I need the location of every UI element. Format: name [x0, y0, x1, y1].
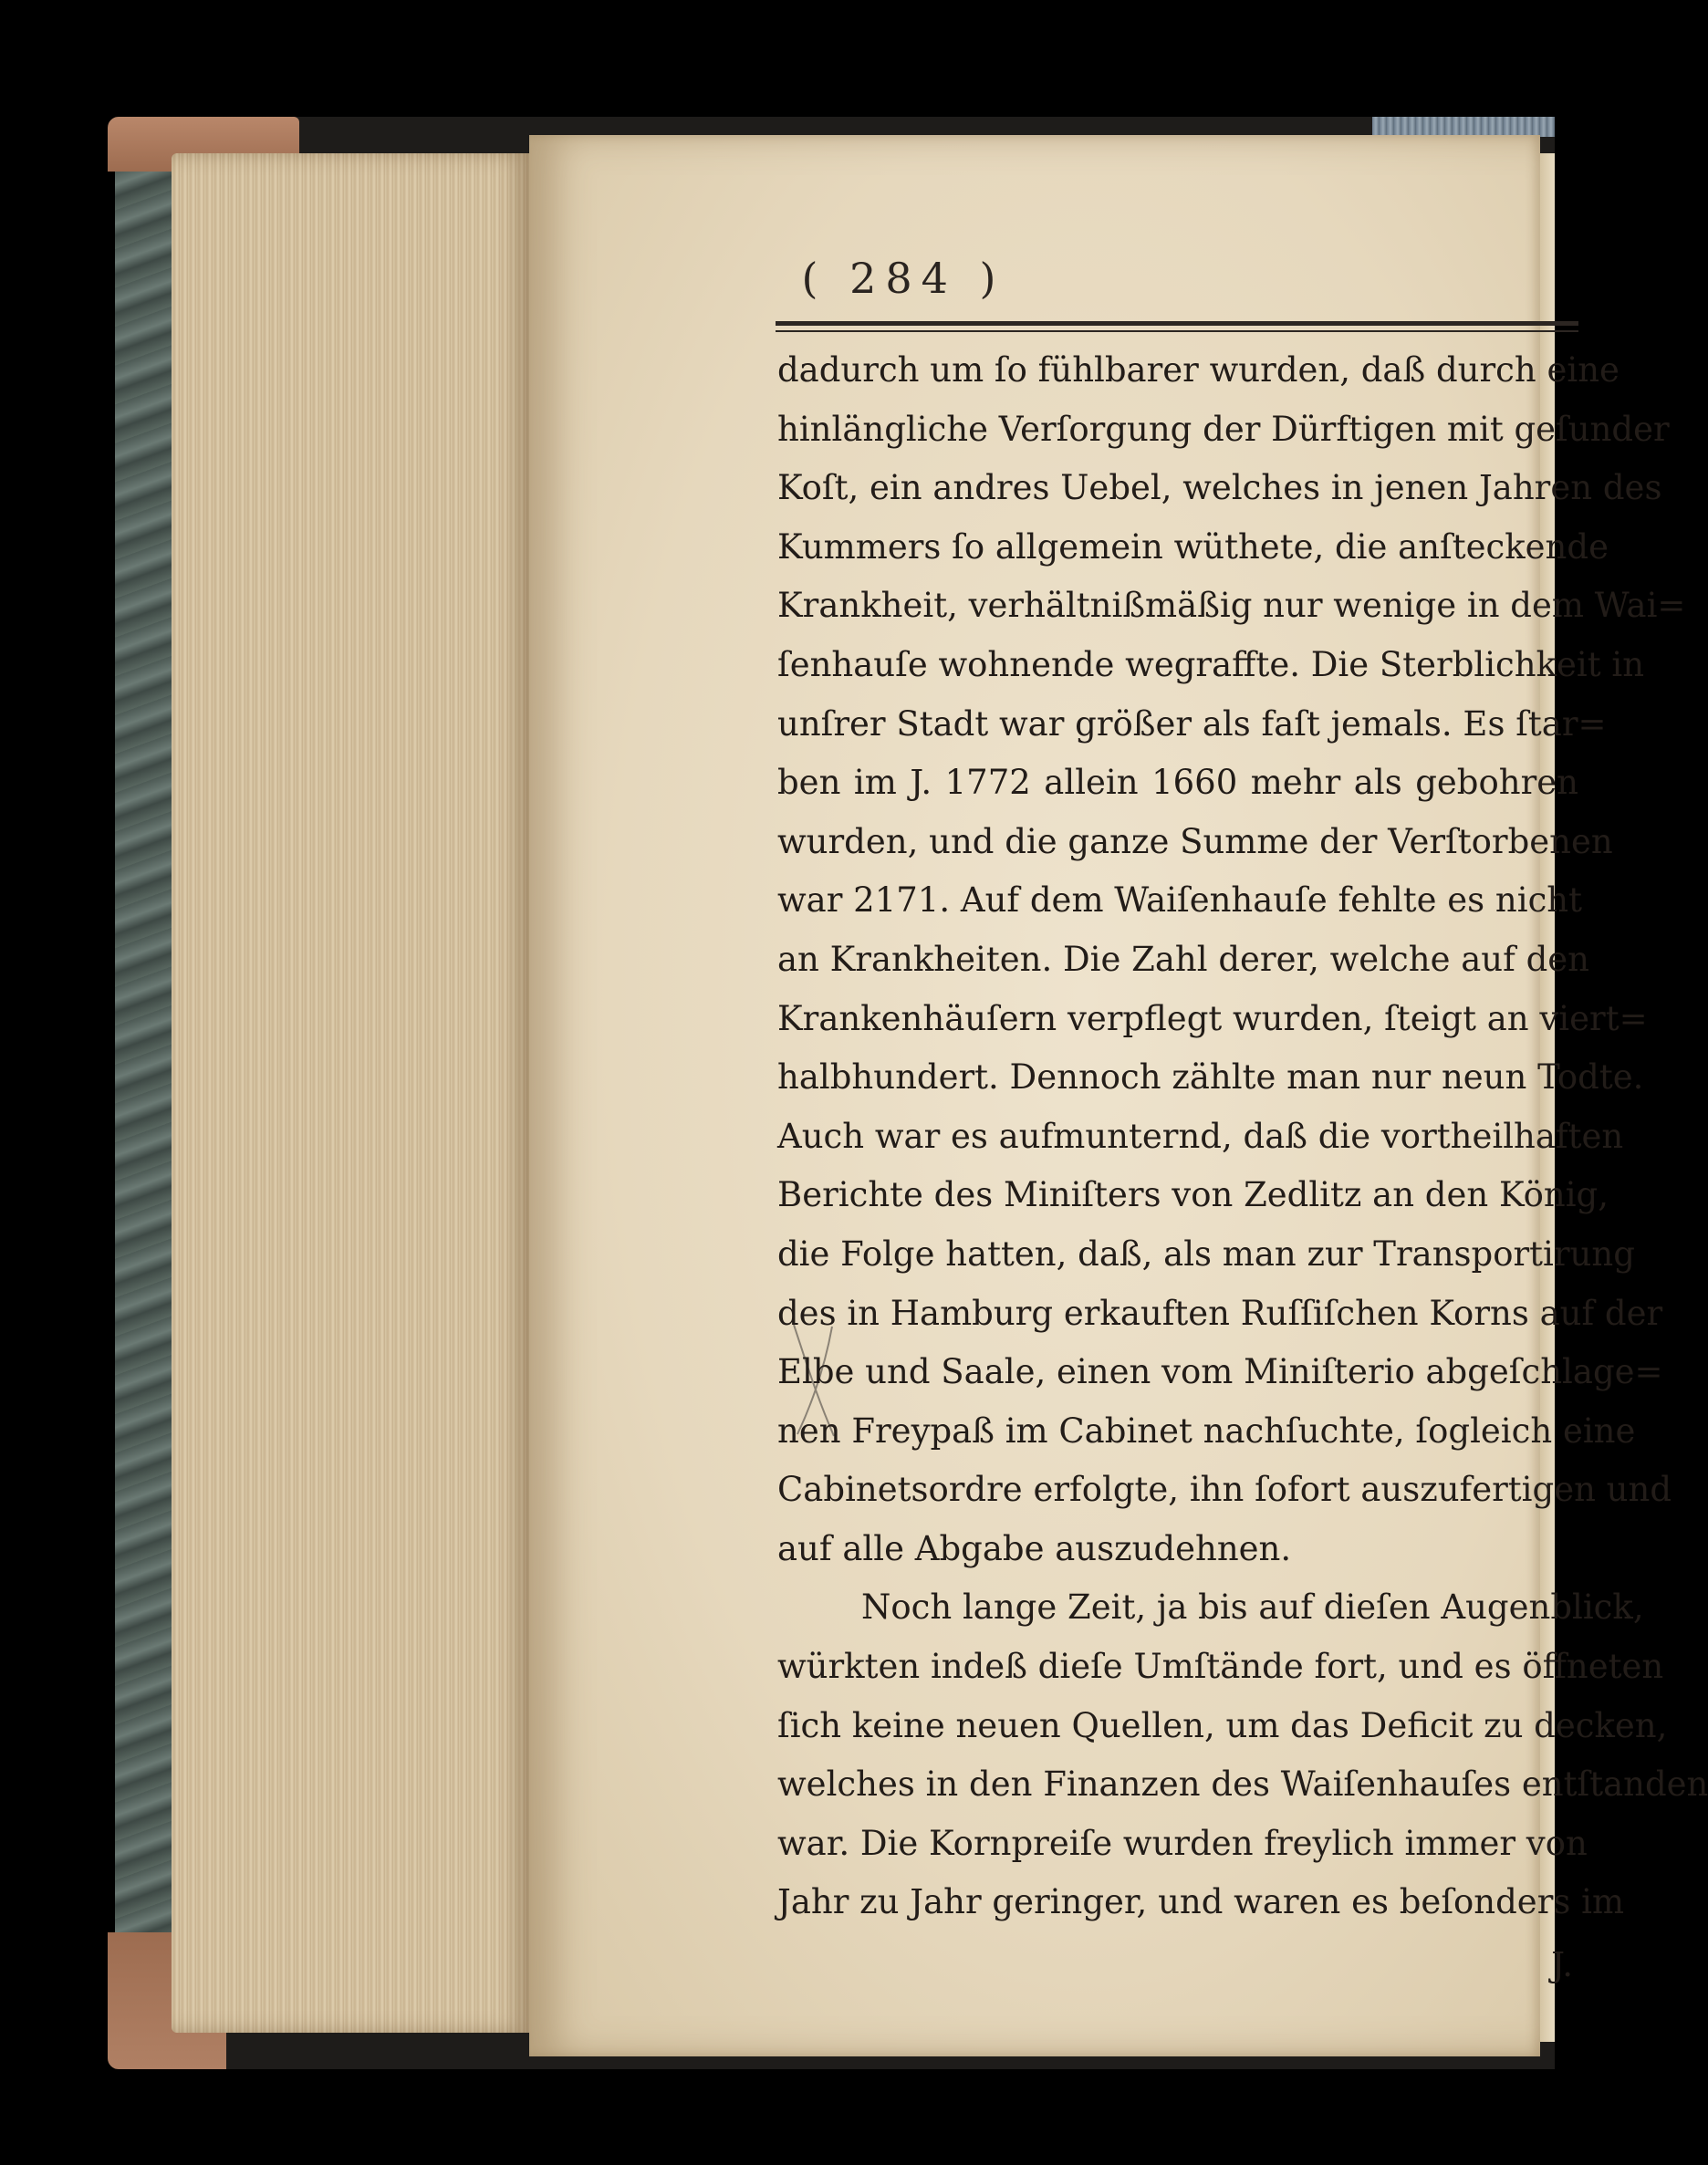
text-line: Krankenhäuſern verpflegt wurden, ſteigt an viert= — [777, 998, 1648, 1038]
text-line: halbhundert. Dennoch zählte man nur neun Todte. — [777, 1057, 1644, 1098]
text-line: Krankheit, verhältnißmäßig nur wenige in dem Wai= — [777, 586, 1686, 626]
book — [108, 117, 1708, 2069]
text-line: Koſt, ein andres Uebel, welches in jenen Jahren des — [777, 468, 1662, 508]
text-line: auf alle Abgabe auszudehnen. — [777, 1528, 1292, 1568]
text-line: ben im J. 1772 allein 1660 mehr als gebohren — [777, 763, 1578, 803]
page-edges — [172, 153, 529, 2033]
text-line: hinlängliche Verſorgung der Dürftigen mit geſunder — [777, 409, 1670, 449]
page-number-header: ( 284 ) — [801, 254, 1005, 303]
text-line: die Folge hatten, daß, als man zur Transportirung — [777, 1233, 1635, 1274]
text-line: Cabinetsordre erfolgte, ihn ſofort auszufertigen und — [777, 1470, 1672, 1510]
text-line: Jahr zu Jahr geringer, und waren es beſonders im — [777, 1882, 1625, 1922]
text-line: ſich keine neuen Quellen, um das Deficit zu decken, — [777, 1705, 1668, 1745]
text-line: war 2171. Auf dem Waiſenhauſe fehlte es nicht — [777, 880, 1583, 921]
text-line: Auch war es aufmunternd, daß die vortheilhaften — [777, 1116, 1624, 1156]
text-line: des in Hamburg erkauften Ruſſiſchen Korns auf der — [777, 1293, 1663, 1333]
text-line: nen Freypaß im Cabinet nachſuchte, ſogleich eine — [777, 1410, 1636, 1451]
marbled-board — [115, 172, 179, 1932]
text-line: war. Die Kornpreiſe wurden freylich immer von — [777, 1823, 1588, 1863]
header-rule — [776, 321, 1578, 326]
header-rule-thin — [776, 330, 1578, 332]
text-line: welches in den Finanzen des Waiſenhauſes entſtanden — [777, 1764, 1708, 1805]
book-page — [529, 135, 1708, 2056]
catchword: J. — [1551, 1945, 1573, 1985]
text-line: Elbe und Saale, einen vom Miniſterio abgeſchlage= — [777, 1352, 1663, 1392]
text-line: dadurch um ſo fühlbarer wurden, daß durch eine — [777, 350, 1619, 390]
cloth-backing — [1372, 117, 1555, 137]
text-line: ſenhauſe wohnende wegraffte. Die Sterblichkeit in — [777, 644, 1645, 684]
text-line: an Krankheiten. Die Zahl derer, welche auf den — [777, 939, 1589, 979]
text-line: Berichte des Miniſters von Zedlitz an den König, — [777, 1175, 1609, 1215]
paragraph-first-line: Noch lange Zeit, ja bis auf dieſen Augenblick, — [861, 1587, 1644, 1628]
text-line: Kummers ſo allgemein wüthete, die anſteckende — [777, 526, 1609, 567]
text-line: unſrer Stadt war größer als faſt jemals. Es ſtar= — [777, 703, 1607, 744]
text-line: wurden, und die ganze Summe der Verſtorbenen — [777, 821, 1613, 861]
body-text — [777, 341, 1708, 1995]
text-line: würkten indeß dieſe Umſtände fort, und es öffneten — [777, 1647, 1664, 1687]
